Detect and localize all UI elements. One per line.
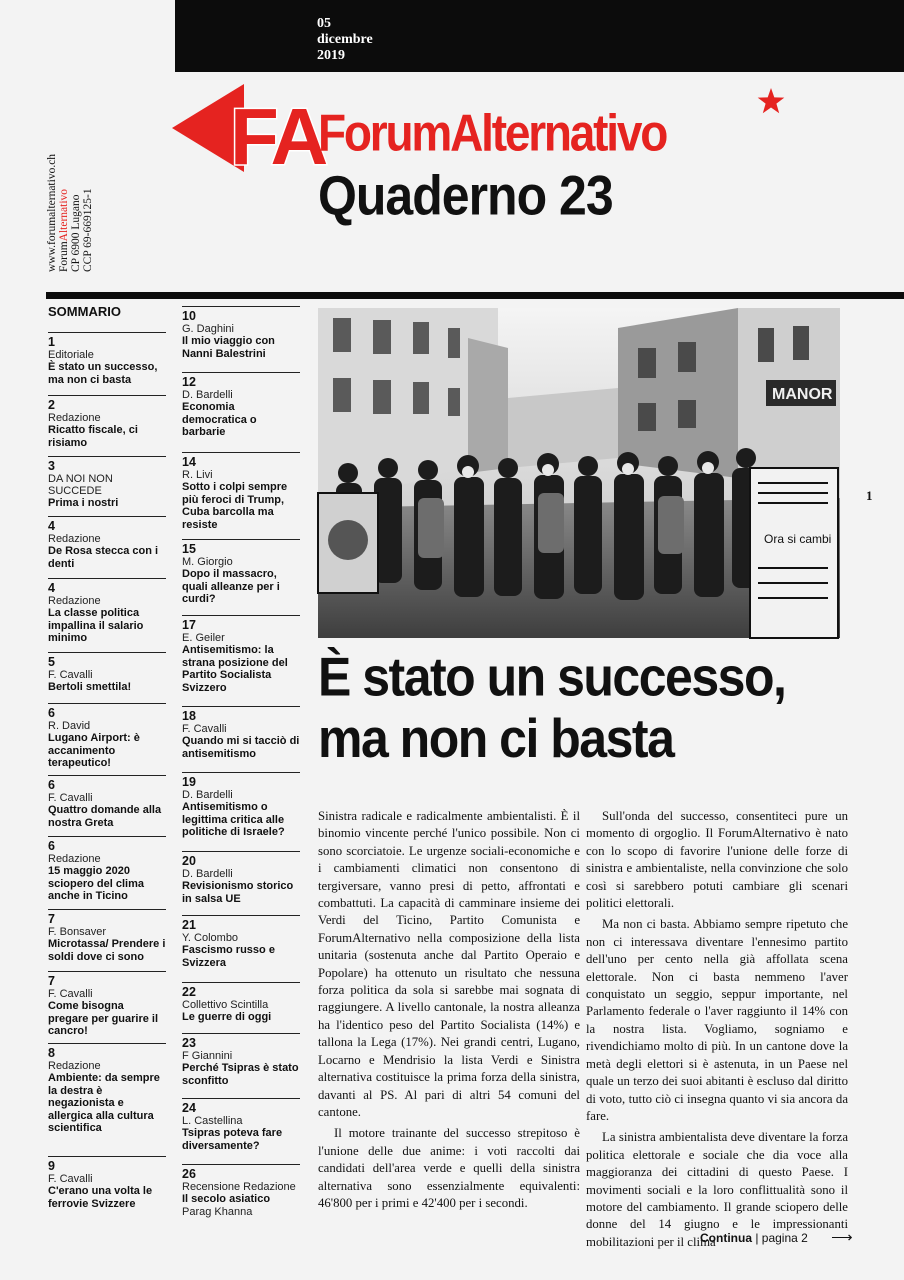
entry-title: La classe politica impallina il salario minimo	[48, 607, 144, 644]
entry-author: F. Cavalli	[48, 988, 93, 1000]
fa-logo-icon	[172, 84, 325, 181]
entry-page-number: 22	[182, 985, 196, 999]
entry-page-number: 8	[48, 1046, 55, 1060]
entry-page-number: 21	[182, 918, 196, 932]
entry-page-number: 5	[48, 655, 55, 669]
sommario-entry[interactable]	[48, 578, 166, 645]
colophon-name: ForumAlternativo	[58, 188, 70, 272]
entry-title: 15 maggio 2020 sciopero del clima anche in Ticino	[48, 865, 144, 902]
colophon-address: CP 6900 Lugano	[70, 194, 82, 272]
entry-page-number: 15	[182, 542, 196, 556]
svg-text:Ora si cambi: Ora si cambi	[764, 532, 832, 546]
article-column-2	[586, 808, 848, 1255]
entry-author: D. Bardelli	[182, 389, 233, 401]
entry-title: Lugano Airport: è accanimento terapeutico!	[48, 732, 140, 769]
entry-page-number: 7	[48, 974, 55, 988]
entry-author: Collettivo Scintilla	[182, 999, 269, 1011]
date-month: dicembre	[317, 32, 373, 47]
svg-text:FA: FA	[230, 92, 325, 181]
sommario-entry[interactable]	[182, 539, 300, 606]
article-column-1	[318, 808, 580, 1216]
article-paragraph: La sinistra ambientalista deve diventare la forza politica elettorale e sociale che dia voce alla maggioranza dei cittadini di questo Paese. I movimenti sociali e la loro conflittualità sono il motore del cambiamento. Il grande sciopero delle donne del 14 giugno e le impressionanti mobilitazioni per il clima	[586, 1130, 848, 1249]
sommario-entry[interactable]	[182, 851, 300, 905]
entry-page-number: 24	[182, 1101, 196, 1115]
entry-title: Revisionismo storico in salsa UE	[182, 880, 294, 905]
header-rule	[46, 292, 904, 299]
entry-title: Dopo il massacro, quali alleanze per i curdi?	[182, 568, 280, 605]
entry-title: Prima i nostri	[48, 497, 119, 509]
sommario-entry[interactable]	[182, 1164, 300, 1218]
entry-title: Antisemitismo o legittima critica alle politiche di Israele?	[182, 801, 285, 838]
entry-title: Sotto i colpi sempre più feroci di Trump, Cuba barcolla ma resiste	[182, 481, 288, 531]
continue-link[interactable]	[700, 1228, 853, 1246]
entry-title: Tsipras poteva fare diversamente?	[182, 1127, 283, 1152]
article-paragraph: Ma non ci basta. Abbiamo sempre ripetuto che non ci interessava diventare l'ennesimo partito dell'uno per cento nella già affollata scena elettorale. Non ci basta nemmeno l'aver conquistato un seggio, seppur importante, nel Parlamento federale o l'aver raggiunto il 14% con la nostra lista. Vogliamo, sogniamo e rivendichiamo molto di più. In un cantone dove la metà degli elettori si è astenuta, in un Paese nel quale un terzo dei suoi abitanti è escluso dal diritto di voto, tutto ciò ci insegna quanto vi sia ancora da fare.	[586, 917, 848, 1123]
entry-page-number: 19	[182, 775, 196, 789]
entry-author: F. Cavalli	[48, 792, 93, 804]
entry-page-number: 26	[182, 1167, 196, 1181]
entry-author: D. Bardelli	[182, 789, 233, 801]
entry-title: Antisemitismo: la strana posizione del Partito Socialista Svizzero	[182, 644, 288, 694]
entry-title: Perché Tsipras è stato sconfitto	[182, 1062, 299, 1087]
entry-author: F. Cavalli	[182, 723, 227, 735]
issue-date	[317, 16, 373, 64]
sommario-entry[interactable]	[48, 652, 166, 694]
entry-extra: Parag Khanna	[182, 1205, 253, 1218]
entry-page-number: 14	[182, 455, 196, 469]
entry-author: Redazione	[48, 1060, 101, 1072]
entry-title: Quando mi si tacciò di antisemitismo	[182, 735, 300, 760]
entry-page-number: 23	[182, 1036, 196, 1050]
arrow-right-icon: ⟶	[831, 1229, 853, 1246]
entry-title: Quattro domande alla nostra Greta	[48, 804, 162, 829]
colophon	[46, 122, 94, 272]
entry-page-number: 20	[182, 854, 196, 868]
sommario-entry[interactable]	[182, 372, 300, 439]
sommario-entry[interactable]	[48, 1043, 166, 1135]
entry-page-number: 4	[48, 519, 55, 533]
svg-text:MANOR: MANOR	[772, 386, 833, 403]
entry-author: Recensione Redazione	[182, 1181, 296, 1193]
sommario-entry[interactable]	[48, 516, 166, 570]
sommario-entry[interactable]	[48, 775, 166, 829]
entry-author: Y. Colombo	[182, 932, 239, 944]
entry-title: C'erano una volta le ferrovie Svizzere	[48, 1185, 153, 1210]
entry-page-number: 10	[182, 309, 196, 323]
entry-author: E. Geiler	[182, 632, 225, 644]
entry-title: Ambiente: da sempre la destra è negazionista e allergica alla cultura scientifica	[48, 1072, 160, 1134]
entry-author: F. Cavalli	[48, 1173, 93, 1185]
entry-title: Bertoli smettila!	[48, 681, 132, 693]
sommario-entry[interactable]	[48, 395, 166, 449]
sommario-entry[interactable]	[182, 772, 300, 839]
entry-title: Economia democratica o barbarie	[182, 401, 257, 438]
entry-title: Microtassa/ Prendere i soldi dove ci sono	[48, 938, 166, 963]
entry-title: Il mio viaggio con Nanni Balestrini	[182, 335, 275, 360]
sommario-entry[interactable]	[48, 836, 166, 903]
entry-author: Editoriale	[48, 349, 94, 361]
colophon-website: www.forumalternativo.ch	[46, 153, 58, 272]
entry-author: G. Daghini	[182, 323, 234, 335]
entry-page-number: 9	[48, 1159, 55, 1173]
sommario-entry[interactable]	[48, 456, 166, 510]
date-year: 2019	[317, 48, 345, 63]
entry-author: R. David	[48, 720, 91, 732]
cover-photo	[318, 308, 840, 638]
continue-page: | pagina 2	[752, 1231, 808, 1245]
sommario-entry[interactable]	[182, 915, 300, 969]
colophon-ccp: CCP 69-669125-1	[82, 188, 94, 272]
entry-page-number: 17	[182, 618, 196, 632]
entry-author: F. Bonsaver	[48, 926, 107, 938]
entry-author: Redazione	[48, 412, 101, 424]
sommario-entry[interactable]	[48, 332, 166, 386]
entry-title: Ricatto fiscale, ci risiamo	[48, 424, 138, 449]
article-paragraph: Sinistra radicale e radicalmente ambientalisti. È il binomio vincente perché l'unico possibile. Non ci sono scorciatoie. Le urgenze sociali-economiche e i cambiamenti climatici non consentono di tergiversare, vanno presi di petto, affrontati e combattuti. La capacità di camminare insieme dei Verdi del Ticino, Partito Comunista e ForumAlternativo nella composizione della lista unitaria (sostenuta anche dal Partito Operaio e Popolare) ha ottenuto un risultato che nessuna forza politica da sola si sarebbe mai sognata di raggiungere. A livello cantonale, la nostra alleanza ha l'identico peso del Partito Socialista (14%) e tallona la Lega (17%). Nei grandi centri, Lugano, Locarno e Mendrisio la lista Verdi e Sinistra alternativa costituisce la prima forza della sinistra, davanti al PS. Al pari di altri 54 comuni del cantone.	[318, 809, 580, 1119]
sommario-entry[interactable]	[182, 1033, 300, 1087]
sommario-entry[interactable]	[48, 971, 166, 1038]
star-icon	[757, 87, 785, 115]
entry-author: M. Giorgio	[182, 556, 233, 568]
entry-author: DA NOI NON SUCCEDE	[48, 473, 113, 497]
entry-page-number: 18	[182, 709, 196, 723]
date-bar	[175, 0, 904, 72]
entry-page-number: 6	[48, 706, 55, 720]
entry-title: Come bisogna pregare per guarire il cancro!	[48, 1000, 159, 1037]
sommario-entry[interactable]	[48, 1156, 166, 1210]
continue-label: Continua	[700, 1231, 752, 1245]
entry-page-number: 4	[48, 581, 55, 595]
entry-page-number: 1	[48, 335, 55, 349]
entry-page-number: 6	[48, 778, 55, 792]
entry-author: Redazione	[48, 853, 101, 865]
entry-author: F. Cavalli	[48, 669, 93, 681]
entry-title: Il secolo asiatico	[182, 1193, 271, 1205]
article-paragraph: Sull'onda del successo, consentiteci pure un momento di orgoglio. Il ForumAlternativo è nato con lo scopo di favorire l'unione delle forze di sinistra e ambientaliste, nella convinzione che solo così si sarebbero potuti cambiare gli scenari politici elettorali.	[586, 809, 848, 911]
sommario-entry[interactable]	[182, 1098, 300, 1152]
entry-page-number: 2	[48, 398, 55, 412]
entry-page-number: 6	[48, 839, 55, 853]
sommario-entry[interactable]	[182, 306, 300, 360]
entry-page-number: 12	[182, 375, 196, 389]
entry-title: È stato un successo, ma non ci basta	[48, 361, 158, 386]
entry-title: De Rosa stecca con i denti	[48, 545, 159, 570]
sommario-entry[interactable]	[182, 452, 300, 531]
entry-author: Redazione	[48, 595, 101, 607]
entry-author: R. Livi	[182, 469, 213, 481]
entry-author: Redazione	[48, 533, 101, 545]
sommario-entry[interactable]	[182, 706, 300, 760]
entry-author: L. Castellina	[182, 1115, 243, 1127]
date-day: 05	[317, 16, 331, 31]
page-marker: 1	[866, 488, 873, 503]
article-paragraph: Il motore trainante del successo strepitoso è l'unione delle due anime: i voti raccolti dai candidati dell'area verde e quelli della sinistra alternativa sono essenzialmente equivalenti: 46'800 per i primi e 42'400 per i secondi.	[318, 1126, 580, 1210]
sommario-entry[interactable]	[182, 615, 300, 694]
sommario-entry[interactable]	[48, 703, 166, 770]
entry-title: Le guerre di oggi	[182, 1011, 272, 1023]
entry-page-number: 7	[48, 912, 55, 926]
sommario-title: SOMMARIO	[48, 304, 121, 319]
brand-name: ForumAlternativo	[318, 103, 667, 162]
sommario-entry[interactable]	[48, 909, 166, 963]
article-headline: È stato un successo, ma non ci basta	[318, 646, 786, 770]
sommario-entry[interactable]	[182, 982, 300, 1024]
entry-page-number: 3	[48, 459, 55, 473]
issue-title: Quaderno 23	[318, 164, 613, 227]
entry-author: F Giannini	[182, 1050, 233, 1062]
entry-author: D. Bardelli	[182, 868, 233, 880]
entry-title: Fascismo russo e Svizzera	[182, 944, 275, 969]
